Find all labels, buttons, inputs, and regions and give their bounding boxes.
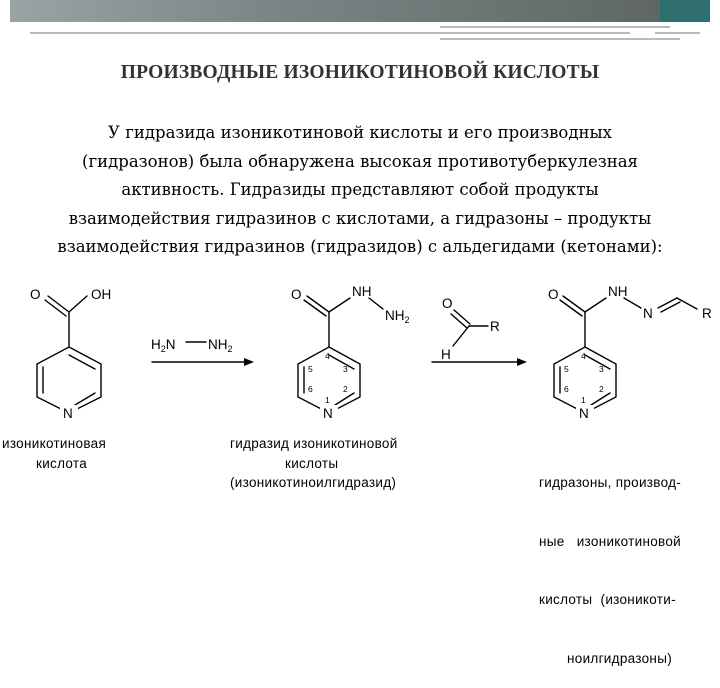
caption-line: ноилгидразоны)	[567, 650, 672, 666]
header-lines	[10, 26, 710, 42]
paragraph-line: активность. Гидразиды представляют собой продукты	[121, 180, 599, 200]
atom-label: N	[579, 406, 589, 421]
caption-line: кислоты (изоникоти-	[539, 592, 676, 607]
header-bar-grey	[10, 0, 660, 22]
caption-hydrazones	[539, 434, 681, 688]
ring-number: 3	[599, 364, 604, 374]
ring-number: 2	[343, 384, 348, 394]
ring-number: 1	[581, 395, 586, 405]
paragraph-line: (гидразонов) была обнаружена высокая противотуберкулезная	[82, 151, 638, 171]
reagent-h2n: $H_2N$	[151, 337, 176, 354]
atom-label: O	[291, 287, 302, 302]
hydrazide-structure	[298, 296, 383, 413]
ring-number: 3	[343, 364, 348, 374]
ring-number: 2	[599, 384, 604, 394]
ring-number: 6	[308, 384, 313, 394]
atom-label: N	[643, 306, 653, 321]
atom-label: R	[702, 306, 712, 321]
caption-hydrazide	[230, 434, 398, 493]
atom-label: N	[63, 406, 73, 421]
aldehyde-structure	[451, 310, 488, 346]
caption-line: ные изоникотиновой	[539, 533, 682, 549]
atom-label: $NH_2$	[385, 308, 410, 325]
caption-line: (изоникотиноилгидразид)	[230, 475, 397, 490]
intro-paragraph	[6, 119, 714, 262]
ring-number: 4	[325, 351, 330, 361]
paragraph-line: взаимодействия гидразинов с кислотами, а гидразоны – продукты	[68, 208, 652, 228]
caption-line: изоникотиновая	[2, 436, 107, 451]
atom-label: NH	[608, 284, 628, 299]
isonicotinic-acid-structure	[37, 296, 101, 413]
arrowhead-icon	[517, 358, 527, 366]
arrowhead-icon	[244, 358, 254, 366]
reaction-scheme	[0, 275, 720, 435]
atom-label: O	[30, 287, 41, 302]
slide-title: ПРОИЗВОДНЫЕ ИЗОНИКОТИНОВОЙ КИСЛОТЫ	[120, 62, 600, 83]
ring-number: 1	[325, 395, 330, 405]
caption-line: кислота	[36, 455, 88, 471]
hydrazone-structure	[554, 296, 697, 413]
caption-line: гидразид изоникотиновой	[230, 436, 398, 451]
ring-number: 5	[564, 364, 569, 374]
atom-label: O	[548, 287, 559, 302]
caption-line: кислоты	[285, 455, 339, 471]
paragraph-line: У гидразида изоникотиновой кислоты и его производных	[108, 123, 612, 142]
atom-label: OH	[91, 287, 112, 302]
header-bar-teal	[660, 0, 710, 22]
atom-label: N	[323, 406, 333, 421]
header-decoration	[10, 0, 710, 42]
ring-number: 6	[564, 384, 569, 394]
atom-label: O	[442, 296, 453, 311]
atom-label: H	[441, 347, 451, 362]
paragraph-line: взаимодействия гидразинов (гидразидов) с альдегидами (кетонами):	[57, 237, 663, 257]
atom-label: NH	[352, 284, 372, 299]
ring-number: 5	[308, 364, 313, 374]
reagent-nh2: $NH_2$	[208, 337, 233, 354]
caption-line: гидразоны, производ-	[539, 475, 682, 490]
ring-number: 4	[581, 351, 586, 361]
caption-acid	[2, 434, 106, 473]
atom-label: R	[490, 319, 500, 334]
